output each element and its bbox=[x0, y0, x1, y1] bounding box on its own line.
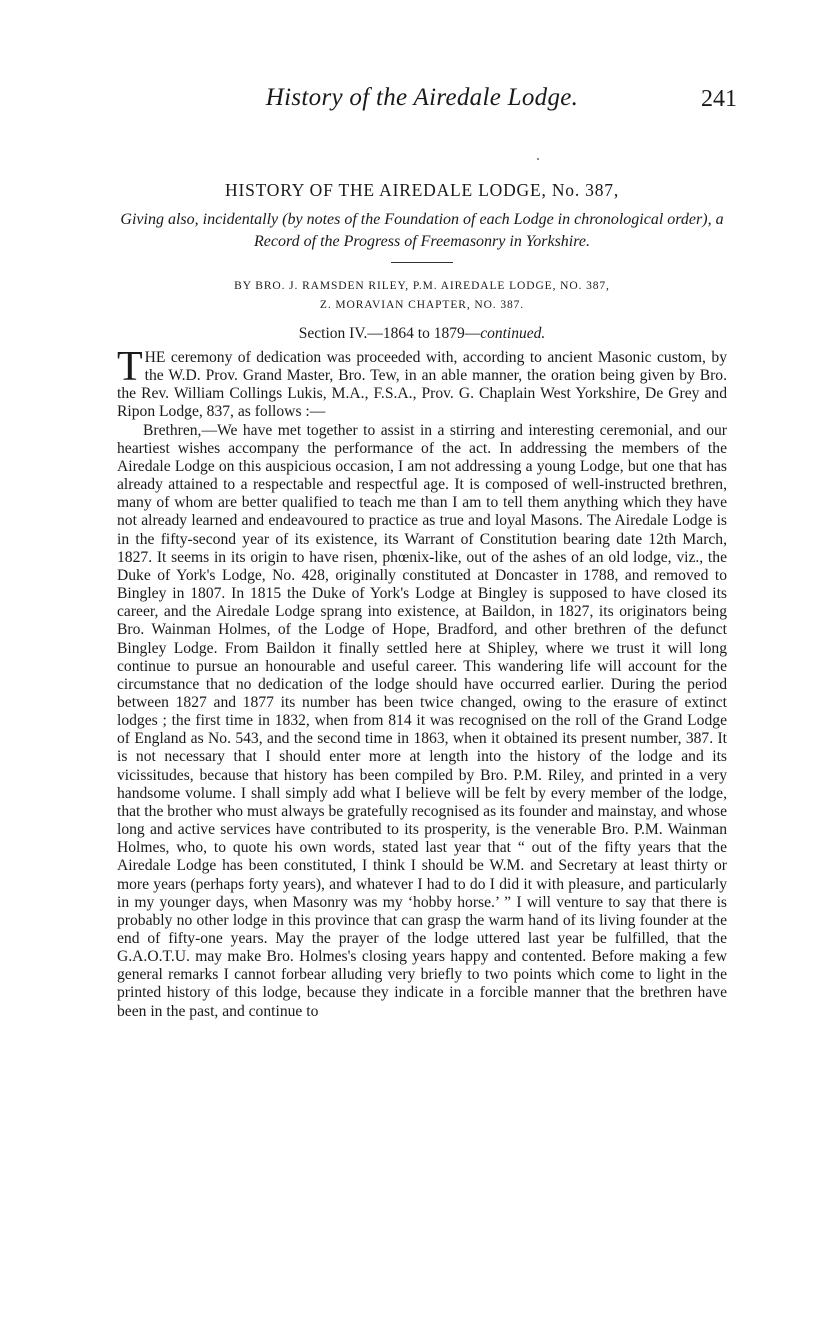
title-divider bbox=[391, 262, 453, 263]
oration-paragraph: Brethren,—We have met together to assist in a stirring and interesting ceremonial, and our heartiest wishes accompany the performance of the act. In addressing the members of the Airedale Lodge on this auspicious occasion, I am not addressing a young Lodge, but one that has already attained to a respectable and respectful age. It is composed of well-instructed brethren, many of whom are better qualified to teach me than I am to tell them anything which they have not already learned and endeavoured to practice as true and loyal Masons. The Airedale Lodge is in the fifty-second year of its existence, its Warrant of Constitution bearing date 12th March, 1827. It seems in its origin to have risen, phœnix-like, out of the ashes of an old lodge, viz., the Duke of York's Lodge, No. 428, originally constituted at Doncaster in 1788, and removed to Bingley in 1807. In 1815 the Duke of York's Lodge at Bingley is supposed to have closed its career, and the Airedale Lodge sprang into existence, at Baildon, in 1827, its originators being Bro. Wainman Holmes, of the Lodge of Hope, Bradford, and other brethren of the defunct Bingley Lodge. From Baildon it finally settled here at Shipley, where we trust it will long continue to pursue an honourable and useful career. This wandering life will account for the circumstance that no dedication of the lodge should have occurred earlier. During the period between 1827 and 1877 its number has been twice changed, owing to the erasure of extinct lodges ; the first time in 1832, when from 814 it was recognised on the roll of the Grand Lodge of England as No. 543, and the second time in 1863, when it obtained its present number, 387. It is not necessary that I should enter more at length into the history of the lodge and its vicissitudes, because that history has been compiled by Bro. P.M. Riley, and printed in a very handsome volume. I shall simply add what I believe will be felt by every member of the lodge, that the brother who must always be gratefully recognised as its founder and mainstay, and whose long and active services have contributed to its prosperity, is the venerable Bro. P.M. Wainman Holmes, who, to quote his own words, stated last year that “ out of the fifty years that the Airedale Lodge has been constituted, I think I should be W.M. and Secretary at least thirty or more years (perhaps forty years), and whatever I had to do I did it with pleasure, and particularly in my younger days, when Masonry was my ‘hobby horse.’ ” I will venture to say that there is probably no other lodge in this province that can grasp the warm hand of its living founder at the end of fifty-one years. May the prayer of the lodge uttered last year be fulfilled, that the G.A.O.T.U. may make Bro. Holmes's closing years happy and contented. Before making a few general remarks I cannot forbear alluding very briefly to two points which come to light in the printed history of this lodge, because they indicate in a forcible manner that the brethren have been in the past, and continue to bbox=[117, 421, 727, 1020]
article-body bbox=[117, 344, 727, 1021]
section-heading bbox=[117, 325, 727, 343]
opening-paragraph-text: HE ceremony of dedication was proceeded with, according to ancient Masonic custom, by the W.D. Prov. Grand Master, Bro. Tew, in an able manner, the oration being given by Bro. the Rev. William Collings Lukis, M.A., F.S.A., Prov. G. Chaplain West Yorkshire, De Grey and Ripon Lodge, 837, as follows :— bbox=[117, 349, 727, 421]
section-label: Section IV.—1864 to 1879— bbox=[298, 325, 481, 342]
print-speck bbox=[537, 158, 539, 160]
section-continued: continued. bbox=[480, 325, 546, 342]
running-title: History of the Airedale Lodge. bbox=[265, 84, 579, 111]
byline-line-1: BY BRO. J. RAMSDEN RILEY, P.M. AIREDALE LODGE, NO. 387, bbox=[234, 280, 610, 292]
byline-line-2: Z. MORAVIAN CHAPTER, NO. 387. bbox=[319, 299, 525, 311]
running-head bbox=[117, 78, 737, 118]
page-number: 241 bbox=[701, 86, 737, 112]
article-title: HISTORY OF THE AIREDALE LODGE, No. 387, bbox=[225, 180, 619, 200]
article-subtitle: Giving also, incidentally (by notes of the Foundation of each Lodge in chronological order), a Record of the Progress of Freemasonry in Yorkshire. bbox=[120, 211, 724, 250]
opening-paragraph bbox=[117, 344, 727, 422]
byline bbox=[117, 277, 727, 315]
drop-cap: T bbox=[117, 344, 143, 390]
book-page bbox=[117, 78, 737, 1021]
